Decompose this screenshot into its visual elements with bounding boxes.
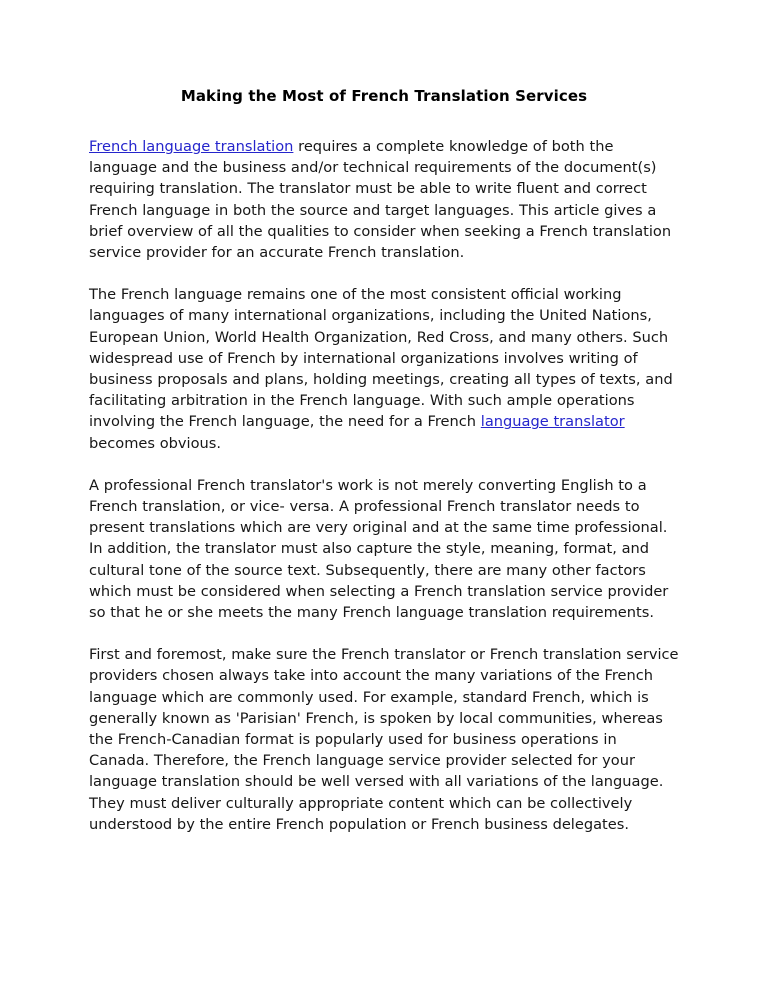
document-body [89, 86, 679, 835]
paragraph-1-text: requires a complete knowledge of both the language and the business and/or technical requirements of the document(s) requiring translation. The translator must be able to write fluent and correct French language in both the source and target languages. This article gives a brief overview of all the qualities to consider when seeking a French translation service provider for an accurate French translation. [89, 138, 672, 262]
paragraph-4: First and foremost, make sure the French translator or French translation service providers chosen always take into account the many variations of the French language which are commonly used. For example, standard French, which is generally known as 'Parisian' French, is spoken by local communities, whereas the French-Canadian format is popularly used for business operations in Canada. Therefore, the French language service provider selected for your language translation should be well versed with all variations of the language. They must deliver culturally appropriate content which can be collectively understood by the entire French population or French business delegates. [89, 646, 679, 833]
paragraph-1 [89, 136, 679, 263]
link-language-translator[interactable]: language translator [480, 413, 625, 431]
page-title: Making the Most of French Translation Services [180, 87, 588, 105]
paragraph-3: A professional French translator's work is not merely converting English to a French translation, or vice- versa. A professional French translator needs to present translations which are very original and at the same time professional. In addition, the translator must also capture the style, meaning, format, and cultural tone of the source text. Subsequently, there are many other factors which must be considered when selecting a French translation service provider so that he or she meets the many French language translation requirements. [89, 476, 669, 622]
paragraph-2 [89, 284, 679, 454]
paragraph-2-text-before-link: The French language remains one of the most consistent official working languages of many international organizations, including the United Nations, European Union, World Health Organization, Red Cross, and many others. Such widespread use of French by international organizations involves writing of business proposals and plans, holding meetings, creating all types of texts, and facilitating arbitration in the French language. With such ample operations involving the French language, the need for a French [89, 286, 673, 431]
paragraph-2-text-after-link: becomes obvious. [89, 434, 222, 452]
link-french-language-translation[interactable]: French language translation [89, 138, 294, 155]
